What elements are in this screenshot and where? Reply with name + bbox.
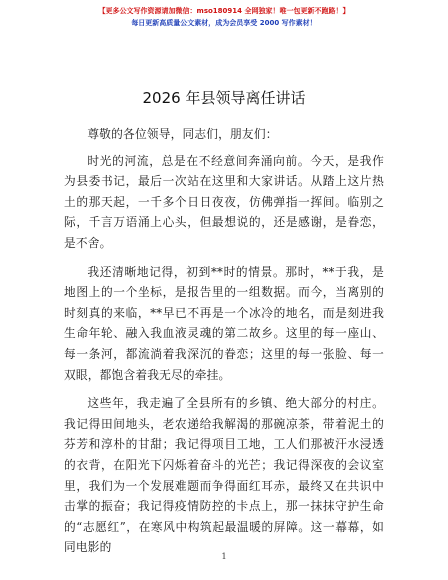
page-number: 1 bbox=[221, 552, 227, 561]
document-body bbox=[64, 124, 384, 566]
promo-banner-line-2: 每日更新高质量公文素材，成为会员享受 2000 写作素材！ bbox=[131, 19, 317, 27]
salutation-paragraph: 尊敬的各位领导，同志们，朋友们： bbox=[87, 127, 278, 141]
body-paragraph-1: 时光的河流，总是在不经意间奔涌向前。今天，是我作为县委书记，最后一次站在这里和大家讲话。从踏上这片热土的那天起，一千多个日日夜夜，仿佛弹指一挥间。临别之际，千言万语涌上心头，但最想说的，还是感谢，是眷恋，是不舍。 bbox=[64, 153, 384, 250]
document-title: 2026 年县领导离任讲话 bbox=[142, 89, 306, 107]
promo-banner-line-1: 【更多公文写作资源请加微信：mso180914 全网独家！唯一包更新不跑路！】 bbox=[98, 7, 350, 15]
promo-banner bbox=[0, 6, 448, 29]
body-paragraph-2: 我还清晰地记得，初到**时的情景。那时，**于我，是地图上的一个坐标，是报告里的一组数据。而今，当离别的时刻真的来临，**早已不再是一个冰冷的地名，而是刻进我生命年轮、融入我血液灵魂的第二故乡。这里的每一座山、每一条河，都流淌着我深沉的眷恋；这里的每一张脸、每一双眼，都饱含着我无尽的牵挂。 bbox=[64, 264, 384, 382]
body-paragraph-3: 这些年，我走遍了全县所有的乡镇、绝大部分的村庄。我记得田间地头，老农递给我解渴的那碗凉茶，带着泥土的芬芳和淳朴的甘甜；我记得项目工地，工人们那被汗水浸透的衣背，在阳光下闪烁着奋斗的光芒；我记得深夜的会议室里，我们为一个发展难题而争得面红耳赤，最终又在共识中击掌的振奋；我记得疫情防控的卡点上，那一抹抹守护生命的“志愿红”，在寒风中构筑起最温暖的屏障。这一幕幕，如同电影的 bbox=[64, 396, 384, 555]
